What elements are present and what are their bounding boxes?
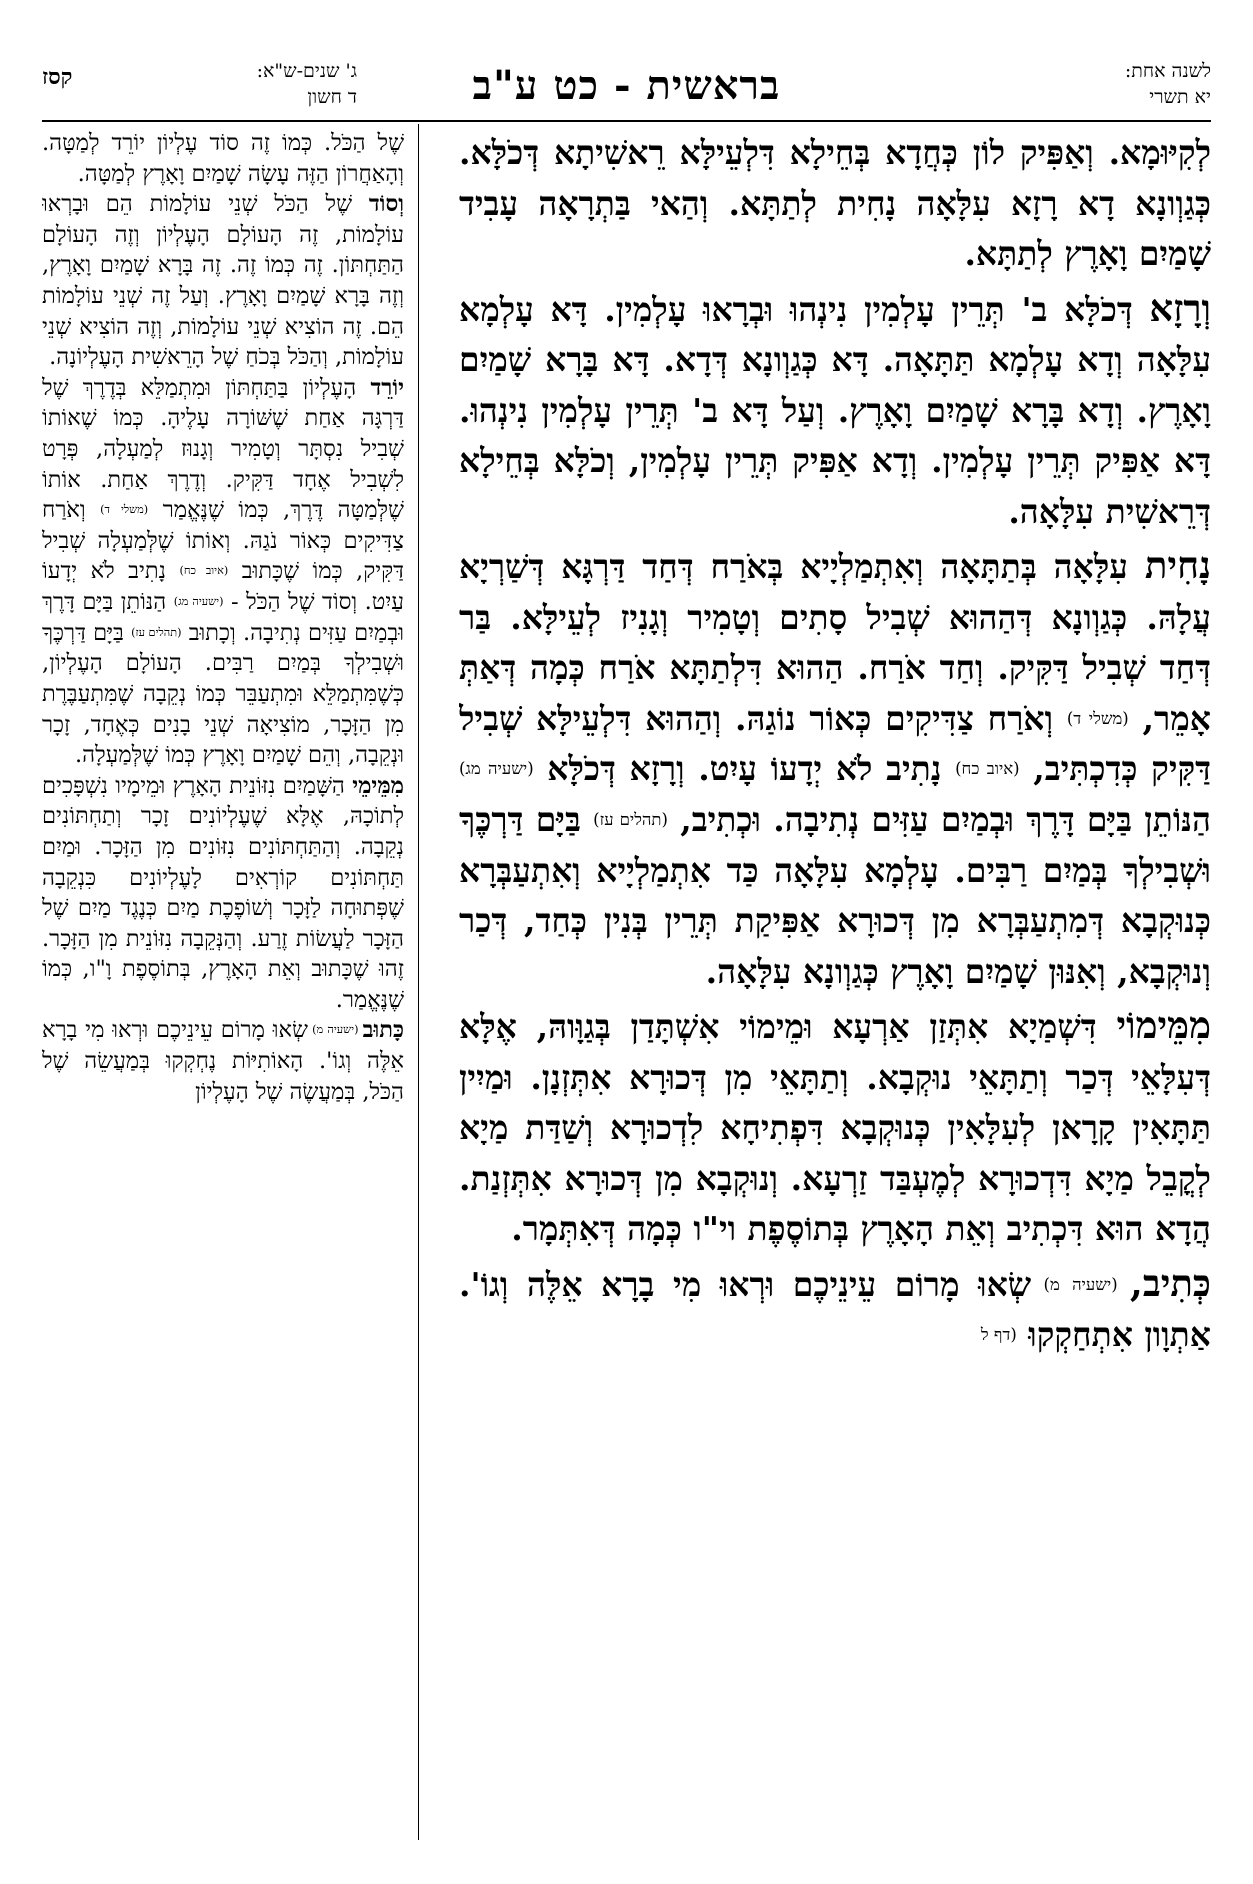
main-paragraph-1 — [459, 128, 1211, 280]
main-opening-word: כְּתִיב, — [1130, 1260, 1211, 1305]
side-paragraph-text: בַּיָּם דַּרְכֶּךָ וּשְׁבִילְךָ בְּמַיִם רַבִּים. הָעוֹלָם הָעֶלְיוֹן, כְּשֶׁמִּתְמַלֵּא וּמִתְעַבֵּר כְּמוֹ נְקֵבָה שֶׁמִּתְעַבֶּרֶת מִן הַזָּכָר, מוֹצִיאָה שְׁנֵי בָנִים כְּאֶחָד, זָכָר וּנְקֵבָה, וְהֵם שָׁמַיִם וָאָרֶץ כְּמוֹ שֶׁלְּמַעְלָה. — [42, 619, 404, 769]
side-opening-word: כָּתוּב — [362, 1017, 404, 1044]
side-paragraph-text: הַשָּׁמַיִם נִזּוֹנֵית הָאָרֶץ וּמֵימָיו נִשְׁפָּכִים לְתוֹכָהּ, אֶלָּא שֶׁעֶלְיוֹנִים זָכָר וְתַחְתּוֹנִים נְקֵבָה. וְהַתַּחְתּוֹנִים נִזּוֹנִים מִן הַזָּכָר. וּמַיִם תַּחְתּוֹנִים קוֹרְאִים לָעֶלְיוֹנִים כִּנְקֵבָה שֶׁפְּתוּחָה לַזָּכָר וְשׁוֹפֶכֶת מַיִם כְּנֶגֶד מַיִם שֶׁל הַזָּכָר לַעֲשׂוֹת זֶרַע. וְהַנְּקֵבָה נִזּוֹנֵית מִן הַזָּכָר. זֶהוּ שֶׁכָּתוּב וְאֵת הָאָרֶץ, בְּתוֹסֶפֶת וָ"ו, כְּמוֹ שֶׁנֶּאֱמַר. — [42, 772, 404, 1013]
reading-schedule-three-year — [42, 58, 372, 114]
main-paragraph-3 — [459, 540, 1211, 997]
source-reference: (ישעיה מג) — [173, 595, 224, 609]
one-year-label: לשנה אחת: — [1124, 60, 1211, 82]
folio-number: קסז — [42, 64, 73, 90]
main-paragraph-4 — [459, 1000, 1211, 1255]
main-opening-word: וְרָזָא — [1149, 285, 1211, 330]
side-paragraph-text: שֶׁל הַכֹּל שְׁנֵי עוֹלָמוֹת הֵם וּבָרְאוּ עוֹלָמוֹת, זֶה הָעוֹלָם הָעֶלְיוֹן וְזֶה הָעוֹלָם הַתַּחְתּוֹן. זֶה כְּמוֹ זֶה. זֶה בָּרָא שָׁמַיִם וָאָרֶץ, וְזֶה בָּרָא שָׁמַיִם וָאָרֶץ. וְעַל זֶה שְׁנֵי עוֹלָמוֹת הֵם. זֶה הוֹצִיא שְׁנֵי עוֹלָמוֹת, וְזֶה הוֹצִיא שְׁנֵי עוֹלָמוֹת, וְהַכֹּל בְּכֹחַ שֶׁל הָרֵאשִׁית הָעֶלְיוֹנָה. — [42, 191, 404, 371]
three-year-label: ג' שנים-ש"א: — [256, 60, 357, 82]
main-text-column — [459, 128, 1211, 1840]
side-paragraph-2 — [42, 189, 404, 373]
column-divider — [418, 124, 419, 1840]
main-paragraph-text: וְאֹרַח צַדִּיקִים כְּאוֹר נוֹגַהּ. וְהַהוּא דִּלְעֵילָּא שְׁבִיל דַּקִּיק כְּדִכְתִּיב, — [459, 698, 1211, 789]
page-title: בראשית - כט ע"ב — [472, 62, 781, 109]
source-reference: (ישעיה מג) — [459, 759, 534, 779]
source-reference: (ישעיה מ) — [307, 1023, 363, 1037]
side-paragraph-text: שְׂאוּ מָרוֹם עֵינֵיכֶם וּרְאוּ מִי בָרָא אֵלֶּה וְגוֹ'. הָאוֹתִיּוֹת נֶחְקְקוּ בְּמַעֲשֵׂה שֶׁל הַכֹּל, בְּמַעֲשֶׂה שֶׁל הָעֶלְיוֹן — [42, 1017, 404, 1105]
side-paragraph-text: נָתִיב לֹא יְדָעוֹ עַיִט. וְסוֹד שֶׁל הַכֹּל - — [42, 558, 404, 616]
side-paragraph-5 — [42, 1015, 404, 1107]
side-paragraph-text: הַנּוֹתֵן בַּיָּם דָּרֶךְ וּבְמַיִם עַזִּים נְתִיבָה. וְכָתוּב — [42, 589, 404, 646]
main-paragraph-text: לְקִיּוּמָא. וְאַפִּיק לוֹן כְּחֲדָא בְּחֵילָא דִּלְעֵילָּא רֵאשִׁיתָא דְּכֹלָּא. כְּגַוְונָא דָא רָזָא עִלָּאָה נָחִית לְתַתָּא. וְהַאי בַּתְרָאָה עָבִיד שָׁמַיִם וָאָרֶץ לְתַתָּא. — [459, 133, 1211, 273]
source-reference: (ישעיה מ) — [1031, 1274, 1131, 1294]
translation-column — [42, 128, 404, 1840]
source-reference: (איוב כח) — [955, 759, 1020, 779]
main-paragraph-text: נָתִיב לֹא יְדָעוֹ עָיִט. וְרָזָא דְּכֹלָּא — [533, 749, 956, 789]
side-opening-word: וְסוֹד — [368, 191, 404, 218]
one-year-date: יא תשרי — [1149, 86, 1211, 108]
side-paragraph-1 — [42, 128, 404, 189]
header-divider — [42, 120, 1211, 122]
main-paragraph-text: שְׂאוּ מָרוֹם עֵינֵיכֶם וּרְאוּ מִי בָרָא אֵלֶּה וְגוֹ'. אַתְוָון אִתְחַקְקוּ — [459, 1264, 1211, 1355]
main-opening-word: נָחִית — [1144, 543, 1211, 587]
source-reference: (איוב כח) — [179, 564, 229, 578]
side-paragraph-3 — [42, 373, 404, 771]
main-paragraph-5 — [459, 1258, 1211, 1361]
source-reference: (תהלים עז) — [131, 625, 182, 639]
side-paragraph-4 — [42, 771, 404, 1016]
source-reference: (משלי ד) — [100, 503, 149, 517]
source-reference: (משלי ד) — [1066, 708, 1129, 728]
main-paragraph-text: הַנּוֹתֵן בַּיָּם דָּרֶךְ וּבְמַיִם עַזִּים נְתִיבָה. וּכְתִיב, — [667, 799, 1211, 839]
page-reference: (דף ל — [980, 1325, 1017, 1345]
side-opening-word: מִמֵּימֵי — [352, 772, 404, 799]
side-paragraph-text: הָעֶלְיוֹן בַּתַּחְתּוֹן וּמִתְמַלֵּא בְּדֶרֶךְ שֶׁל דַּרְגָּה אַחַת שֶׁשּׁוֹרָה עָלֶיהָ. כְּמוֹ שֶׁאוֹתוֹ שְׁבִיל נִסְתָּר וְטָמִיר וְגָנוּז לְמַעְלָה, פְּרָט לִשְׁבִיל אֶחָד דַּקִּיק. וְדֶרֶךְ אַחַת. אוֹתוֹ שֶׁלְּמַטָּה דֶּרֶךְ, כְּמוֹ שֶׁנֶּאֱמַר — [42, 374, 404, 524]
three-year-block — [112, 58, 357, 110]
side-paragraph-text: שֶׁל הַכֹּל. כְּמוֹ זֶה סוֹד עֶלְיוֹן יוֹרֵד לְמַטָּה. וְהָאַחֲרוֹן הַזֶּה עָשָׂה שָׁמַיִם וָאָרֶץ לְמַטָּה. — [42, 130, 404, 187]
main-paragraph-text: דְּכֹלָּא ב' תְּרֵין עָלְמִין נִינְהוּ וּבְרָאוּ עָלְמִין. דָּא עָלְמָא עִלָּאָה וְדָא עָלְמָא תַּתָּאָה. דָּא כְּגַוְונָא דְּדָא. דָּא בָּרָא שָׁמַיִם וָאָרֶץ. וְדָא בָּרָא שָׁמַיִם וָאָרֶץ. וְעַל דָּא ב' תְּרֵין עָלְמִין נִינְהוּ. דָּא אַפִּיק תְּרֵין עָלְמִין. וְדָא אַפִּיק תְּרֵין עָלְמִין, וְכֹלָּא בְּחֵילָא דְּרֵאשִׁית עִלָּאָה. — [459, 289, 1211, 531]
main-paragraph-2 — [459, 283, 1211, 538]
main-paragraph-text: דִּשְׁמַיָא אִתְּזַן אַרְעָא וּמֵימוֹי אִשְׁתָּדַן בְּגַוָּוהּ, אֶלָּא דְּעִלָּאֵי דְּכַר וְתַתָּאֵי נוּקְבָא. וְתַתָּאֵי מִן דְּכוּרָא אִתְּזְנָן. וּמַיִין תַּתָּאִין קָרָאן לְעִלָּאִין כְּנוּקְבָא דִּפְתִיחָא לִדְכוּרָא וְשַׁדַּת מַיָא לְקֳבֵל מַיָא דִּדְכוּרָא לְמֶעְבַּד זַרְעָא. וְנוּקְבָא מִן דְּכוּרָא אִתְּזְנַת. הֲדָא הוּא דִּכְתִיב וְאֵת הָאָרֶץ בְּתוֹסֶפֶת וי"ו כְּמָה דְּאִתְּמָר. — [459, 1007, 1211, 1249]
main-paragraph-text: עִלָּאָה בְּתַתָּאָה וְאִתְמַלְיָיא בְּאֹרַח דְּחַד דַּרְגָּא דְּשַׁרְיָא עֲלָהּ. כְּגַוְונָא דְּהַהוּא שְׁבִיל סָתִים וְטָמִיר וְגָנִיז לְעֵילָּא. בַּר דְּחַד שְׁבִיל דַּקִּיק. וְחַד אֹרַח. הַהוּא דִּלְתַתָּא אֹרַח כְּמָה דְּאַתְּ אָמֵר, — [459, 547, 1211, 738]
source-reference: (תהלים עז) — [593, 810, 668, 830]
three-year-date: ד חשון — [307, 86, 357, 108]
side-opening-word: יוֹרֵד — [370, 374, 404, 401]
page-header — [42, 58, 1211, 120]
side-paragraph-text: וְאֹרַח צַדִּיקִים כְּאוֹר נֹגַהּ. וְאוֹתוֹ שֶׁלְּמַעְלָה שְׁבִיל דַּקִּיק, כְּמוֹ שֶׁכָּתוּב — [42, 497, 404, 585]
main-opening-word: מִמֵּימוֹי — [1116, 1003, 1211, 1048]
main-paragraph-text: בַּיָּם דַּרְכֶּךָ וּשְׁבִילְךָ בְּמַיִם רַבִּים. עָלְמָא עִלָּאָה כַּד אִתְמַלְיָיא וְאִתְעַבְּרָא כְּנוּקְבָא דְּמִתְעַבְּרָא מִן דְּכוּרָא אַפִּיקַת תְּרֵין בְּנִין כְּחַד, דְּכַר וְנוּקְבָא, וְאִנּוּן שָׁמַיִם וָאָרֶץ כְּגַוְונָא עִלָּאָה. — [459, 799, 1211, 991]
